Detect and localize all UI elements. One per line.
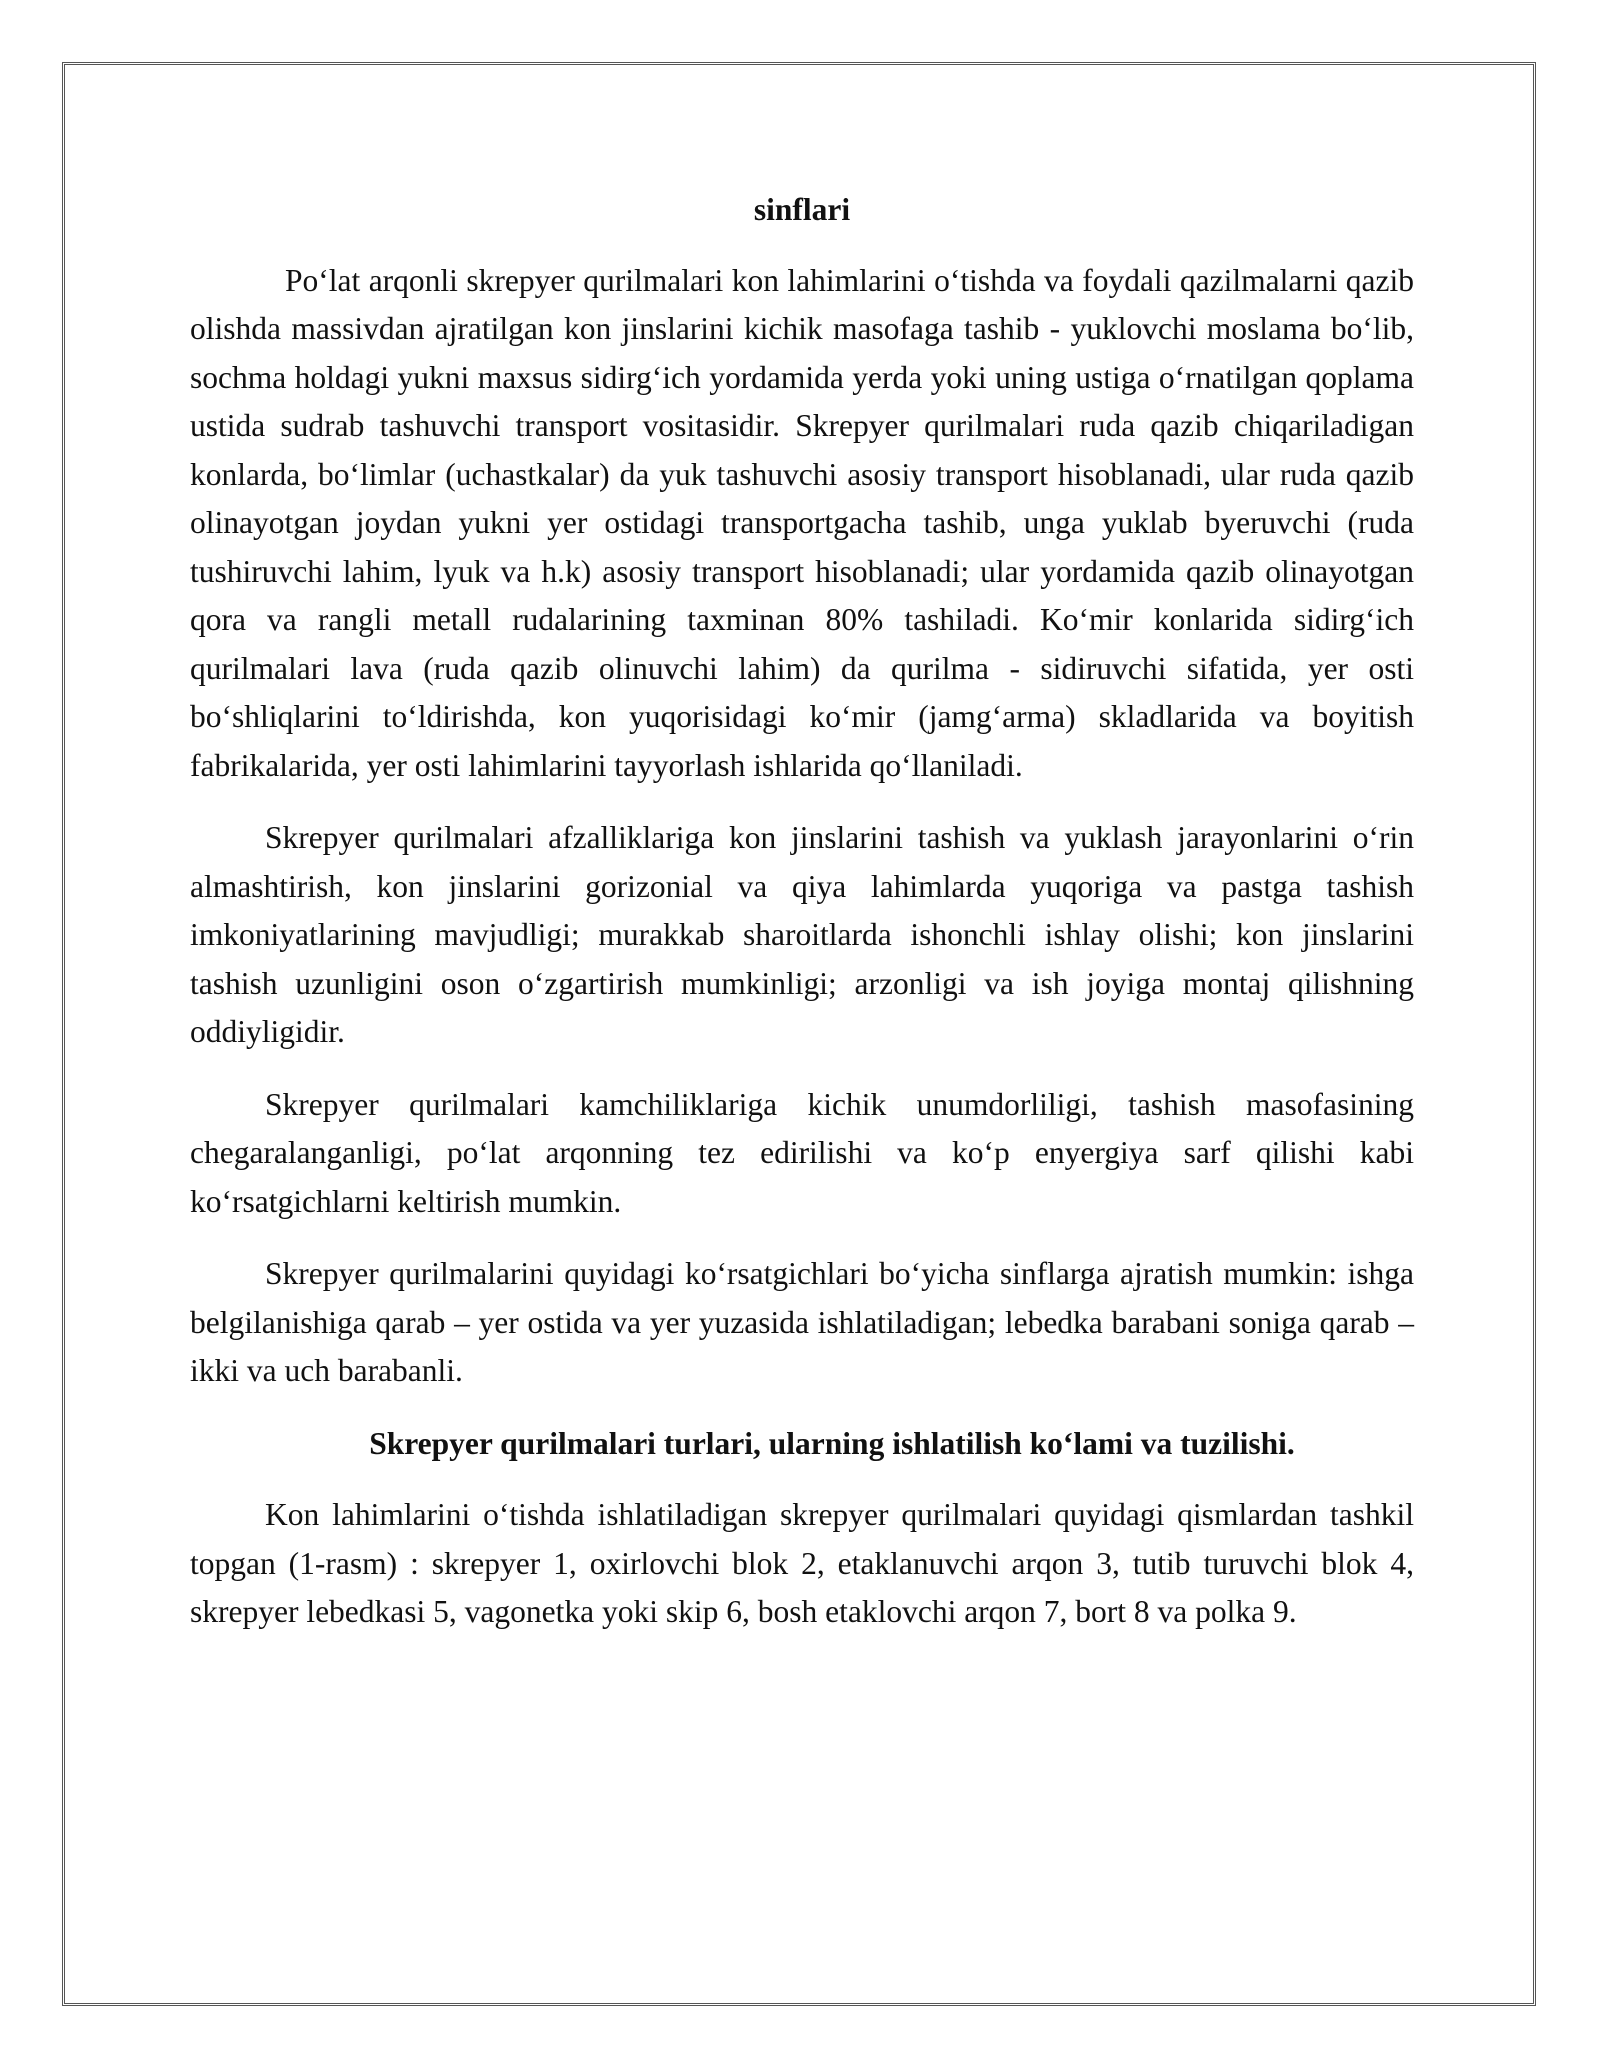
paragraph-intro: Po‘lat arqonli skrepyer qurilmalari kon lahimlarini o‘tishda va foydali qazilmalarni qazib olishda massivdan ajratilgan kon jinslarini kichik masofaga tashib - yuklovchi moslama bo‘lib, sochma holdagi yukni maxsus sidirg‘ich yordamida yerda yoki uning ustiga o‘rnatilgan qoplama ustida sudrab tashuvchi transport vositasidir. Skrepyer qurilmalari ruda qazib chiqariladigan konlarda, bo‘limlar (uchastkalar) da yuk tashuvchi asosiy transport hisoblanadi, ular ruda qazib olinayotgan joydan yukni yer ostidagi transportgacha tashib, unga yuklab byeruvchi (ruda tushiruvchi lahim, lyuk va h.k) asosiy transport hisoblanadi; ular yordamida qazib olinayotgan qora va rangli metall rudalarining taxminan 80% tashiladi. Ko‘mir konlarida sidirg‘ich qurilmalari lava (ruda qazib olinuvchi lahim) da qurilma - sidiruvchi sifatida, yer osti bo‘shliqlarini to‘ldirishda, kon yuqorisidagi ko‘mir (jamg‘arma) skladlarida va boyitish fabrikalarida, yer osti lahimlarini tayyorlash ishlarida qo‘llaniladi. — [190, 262, 1414, 783]
section-heading: Skrepyer qurilmalari turlari, ularning ishlatilish ko‘lami va tuzilishi. — [369, 1425, 1295, 1461]
paragraph-classification: Skrepyer qurilmalarini quyidagi ko‘rsatgichlari bo‘yicha sinflarga ajratish mumkin: ishga belgilanishiga qarab – yer ostida va yer yuzasida ishlatiladigan; lebedka barabani soniga qarab – ikki va uch barabanli. — [190, 1256, 1414, 1388]
page-content — [190, 186, 1414, 1661]
paragraph-components: Kon lahimlarini o‘tishda ishlatiladigan skrepyer qurilmalari quyidagi qismlardan tashkil topgan (1-rasm) : skrepyer 1, oxirlovchi blok 2, etaklanuvchi arqon 3, tutib turuvchi blok 4, skrepyer lebedkasi 5, vagonetka yoki skip 6, bosh etaklovchi arqon 7, bort 8 va polka 9. — [190, 1497, 1414, 1629]
top-heading: sinflari — [753, 192, 851, 227]
paragraph-disadvantages: Skrepyer qurilmalari kamchiliklariga kichik unumdorliligi, tashish masofasining chegaralanganligi, po‘lat arqonning tez edirilishi va ko‘p enyergiya sarf qilishi kabi ko‘rsatgichlarni keltirish mumkin. — [190, 1086, 1414, 1219]
paragraph-advantages: Skrepyer qurilmalari afzalliklariga kon jinslarini tashish va yuklash jarayonlarini o‘rin almashtirish, kon jinslarini gorizonial va qiya lahimlarda yuqoriga va pastga tashish imkoniyatlarining mavjudligi; murakkab sharoitlarda ishonchli ishlay olishi; kon jinslarini tashish uzunligini oson o‘zgartirish mumkinligi; arzonligi va ish joyiga montaj qilishning oddiyligidir. — [190, 820, 1414, 1049]
